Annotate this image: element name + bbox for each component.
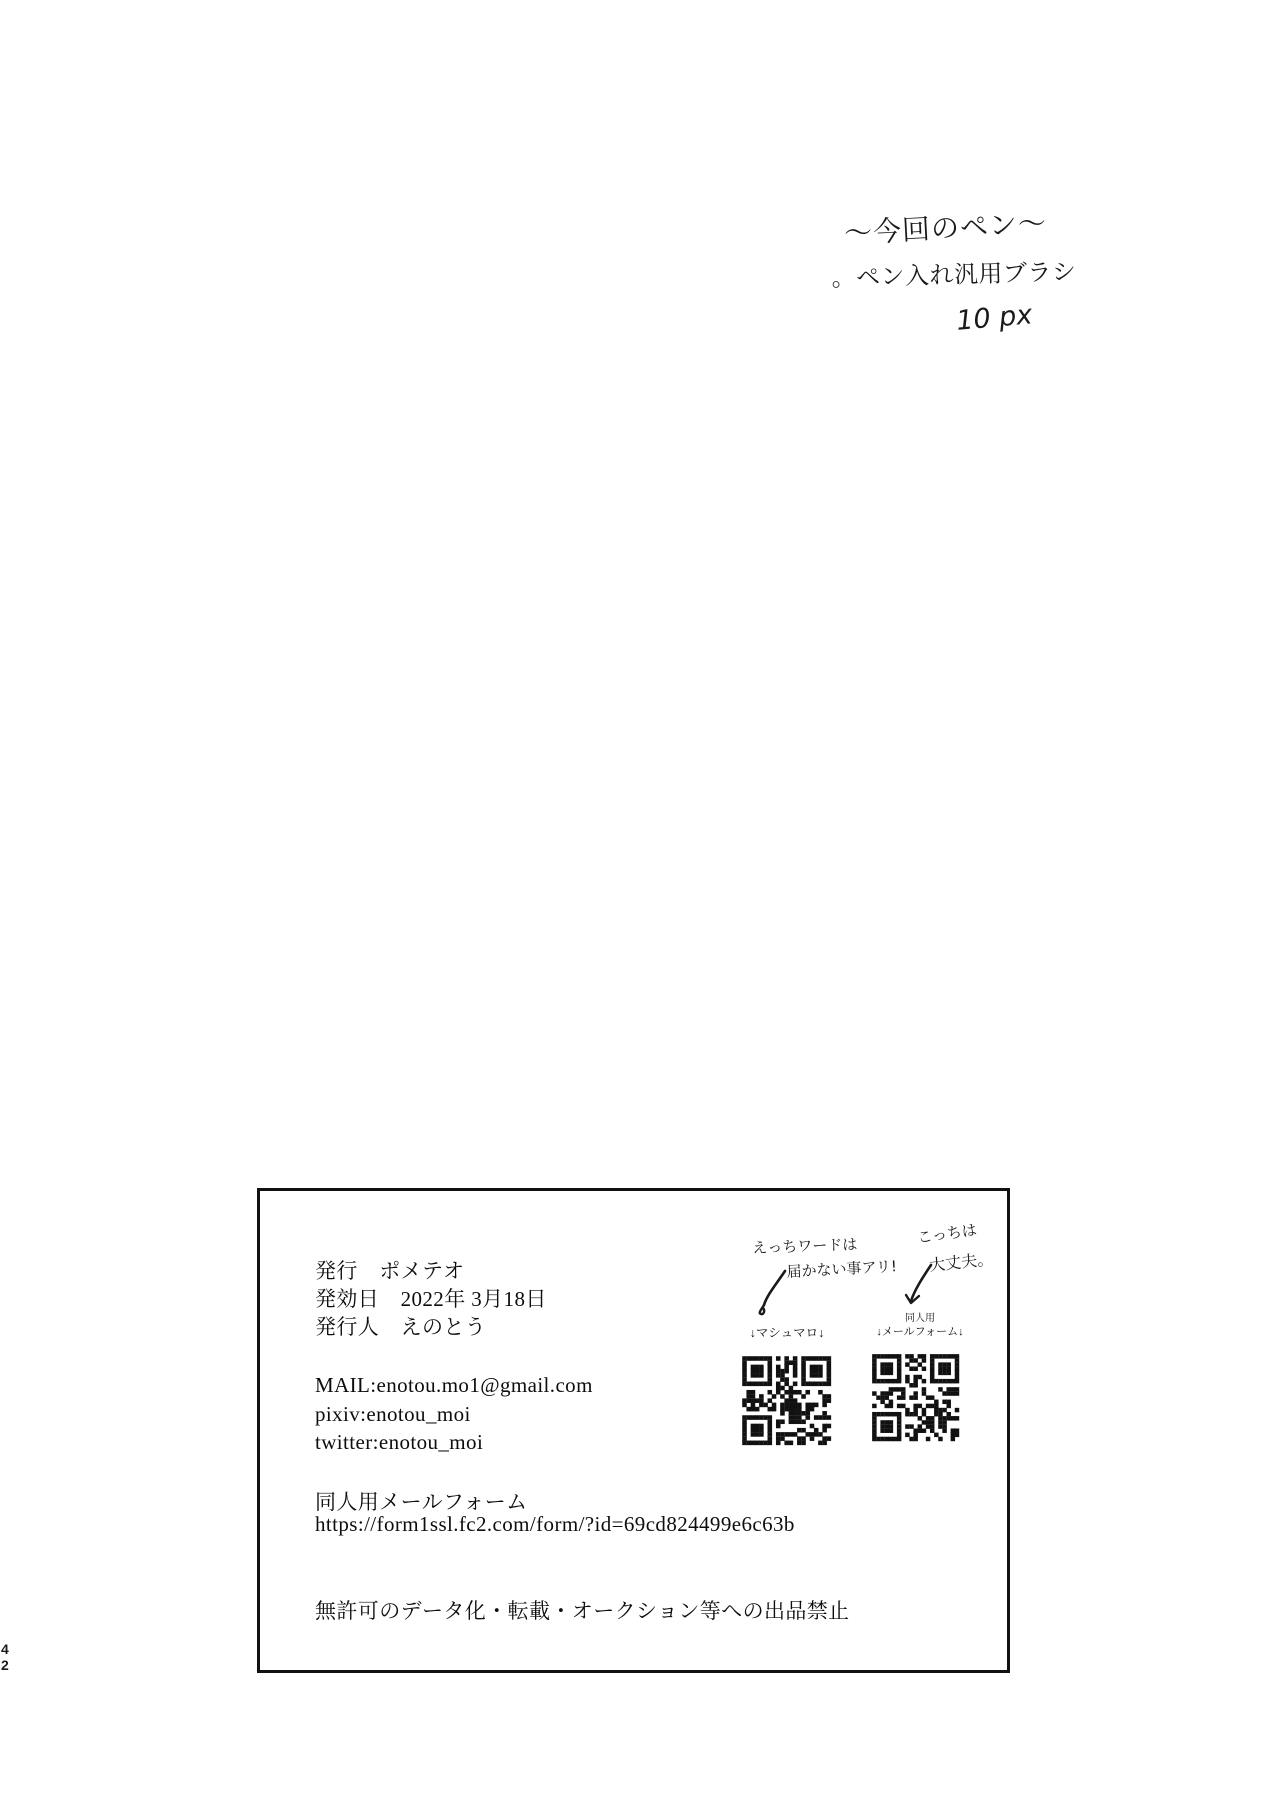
qr-code-mailform [868,1350,963,1445]
notice-line: 無許可のデータ化・転載・オークション等への出品禁止 [315,1599,850,1623]
curved-arrow-icon [755,1269,789,1319]
marshmallow-qr-label: ↓マシュマロ↓ [749,1326,825,1340]
mail-line: MAIL:enotou.mo1@gmail.com [315,1373,593,1397]
down-arrow-icon [903,1263,935,1311]
colophon-box [257,1188,1010,1673]
mailform-qr-label [858,1313,982,1339]
twitter-line: twitter:enotou_moi [315,1430,484,1454]
marshmallow-note-line2: 届かない事アリ! [786,1257,898,1281]
publisher-line: 発行 ポメテオ [315,1259,465,1283]
qr-code-marshmallow [738,1352,835,1449]
marshmallow-note-line1: えっちワードは [752,1235,858,1257]
page-number [1,1641,15,1673]
pen-note-size: 10 px [955,299,1034,337]
page-number-digit-top: 4 [1,1641,9,1657]
date-line: 発効日 2022年 3月18日 [315,1287,547,1311]
mailform-qr-label-line1: 同人用 [905,1313,935,1324]
mailform-note-line2: 大丈夫。 [928,1249,994,1275]
mailform-qr-label-line2: ↓メールフォーム↓ [876,1325,964,1338]
page-number-digit-bottom: 2 [1,1657,9,1673]
pixiv-line: pixiv:enotou_moi [315,1402,471,1426]
mailform-heading: 同人用メールフォーム [315,1490,528,1514]
pen-note-title: 〜今回のペン〜 [843,206,1048,250]
mailform-note-line1: こっちは [916,1220,978,1247]
pen-note-item: 。ペン入れ汎用ブラシ [831,257,1077,292]
mailform-url: https://form1ssl.fc2.com/form/?id=69cd824499e6c63b [315,1512,795,1536]
issuer-line: 発行人 えのとう [315,1315,487,1339]
